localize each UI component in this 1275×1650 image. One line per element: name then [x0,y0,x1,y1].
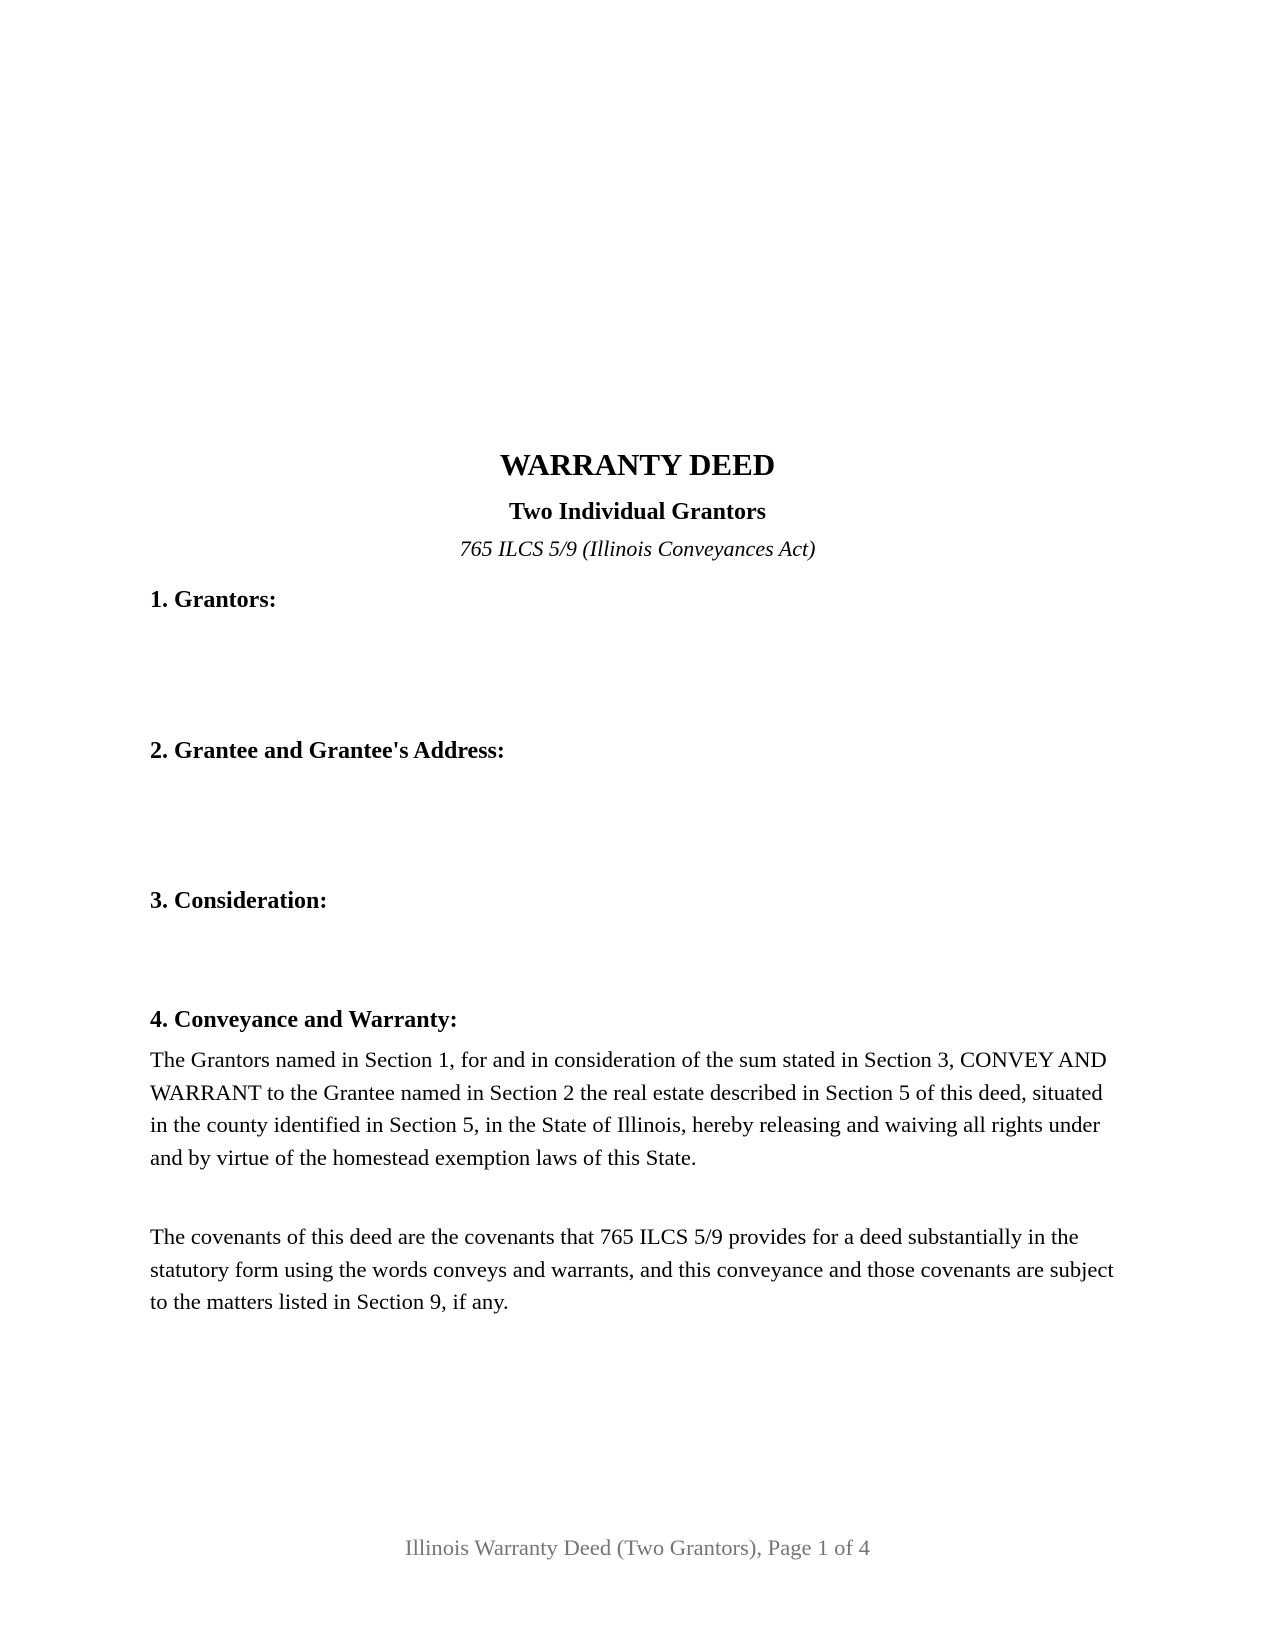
document-title: WARRANTY DEED [499,447,776,482]
section-heading-grantors: 1. Grantors: [150,587,277,613]
document-subtitle: Two Individual Grantors [509,499,766,525]
section-heading-conveyance: 4. Conveyance and Warranty: [150,1007,458,1033]
section-heading-grantee: 2. Grantee and Grantee's Address: [150,738,505,764]
covenants-paragraph: The covenants of this deed are the covenants that 765 ILCS 5/9 provides for a deed substantially in the statutory form using the words conveys and warrants, and this conveyance and those covenants are subject to the matters listed in Section 9, if any. [150,1224,1114,1315]
section-heading-consideration: 3. Consideration: [150,888,328,914]
page-footer: Illinois Warranty Deed (Two Grantors), Page 1 of 4 [405,1535,870,1560]
statute-reference: 765 ILCS 5/9 (Illinois Conveyances Act) [459,536,816,561]
conveyance-paragraph: The Grantors named in Section 1, for and in consideration of the sum stated in Section 3, CONVEY AND WARRANT to the Grantee named in Section 2 the real estate described in Section 5 of this deed, situated in the county identified in Section 5, in the State of Illinois, hereby releasing and waiving all rights under and by virtue of the homestead exemption laws of this State. [150,1047,1107,1171]
